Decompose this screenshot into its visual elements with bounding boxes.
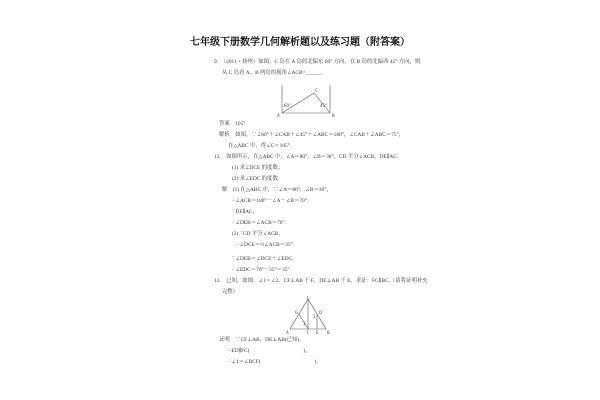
- label-e: E: [316, 330, 319, 335]
- text-line-a9: 答案 105°: [219, 121, 246, 127]
- label-b: B: [332, 113, 335, 118]
- page-title: 七年级下册数学几何解析题以及练习题（附答案）: [190, 37, 410, 48]
- text-line-s12c: ∵DE∥AC，: [232, 209, 258, 215]
- text-line-q13a: 13. 已知，如图，∠1＝∠2，CF⊥AB 于 F，DE⊥AB 于 E，求证：FG∥BC.（请将证明补充: [214, 278, 428, 284]
- label-a: A: [277, 113, 280, 118]
- text-line-s9a: 解析 如图，∵∠60°＋∠CAB＋∠45°＋∠ABC＝180°，∠CAB＋∠ABC＝75°，: [219, 132, 405, 138]
- angle-60: 60°: [284, 103, 292, 108]
- text-line-q12: 12. 如图所示，在△ABC 中，∠A＝80°，∠B＝30°，CD 平分∠ACB，DE∥AC.: [214, 154, 399, 160]
- label-c: C: [315, 88, 318, 93]
- text-line-s12e: (2) ∵CD 平分∠ACB，: [232, 231, 284, 237]
- text-line-q12-1: (1) 求∠DCE 的度数；: [232, 165, 284, 171]
- angle-2: 2: [313, 314, 316, 319]
- text-line-s12d: ∴∠DEB＝∠ACB＝70°.: [232, 220, 287, 226]
- angle-45: 45°: [320, 103, 328, 108]
- label-f: F: [307, 330, 310, 335]
- text-line-p13c: ∴∠1＝∠BCF( )，: [228, 359, 322, 365]
- label-a: A: [286, 330, 289, 335]
- text-line-s12h: ∴∠EDC＝70°－35°＝35°.: [232, 267, 291, 273]
- text-line-p13b: ∴ED∥FC( )，: [228, 348, 311, 354]
- text-line-s12a: 解 (1) 在△ABC 中，∵∠A＝80°，∠B＝30°，: [222, 187, 332, 193]
- label-g: G: [295, 310, 299, 315]
- angle-1: 1: [303, 321, 306, 326]
- text-line-p13a: 证明 ∵CF⊥AB，DE⊥AB(已知)，: [219, 337, 305, 343]
- figure-q9: [276, 83, 338, 119]
- text-line-q9a: 9. （2011・扬州）如图，C 岛在 A 岛的北偏东 60° 方向，在 B 岛的北偏西 45° 方向，则: [214, 59, 421, 65]
- figure-q13: [286, 296, 332, 336]
- text-line-q12-2: (2) 求∠EDC 的度数.: [232, 176, 280, 182]
- text-line-q9b: 从 C 岛看 A、B 两岛的视角∠ACB=______.: [222, 70, 324, 76]
- text-line-s12b: ∴∠ACB＝180°－∠A－∠B＝70°.: [232, 198, 309, 204]
- label-d: D: [319, 310, 323, 315]
- text-line-s12f: ∴∠DCE＝½∠ACB＝35°.: [236, 242, 295, 248]
- text-line-s12g: ∵∠DEB＝∠DCE＋∠EDC，: [232, 256, 298, 262]
- text-line-s9b: 在△ABC 中，得∠C＝105°.: [228, 143, 292, 149]
- text-line-q13b: 完整）: [222, 289, 239, 295]
- label-b: B: [327, 330, 330, 335]
- label-c: C: [307, 296, 310, 300]
